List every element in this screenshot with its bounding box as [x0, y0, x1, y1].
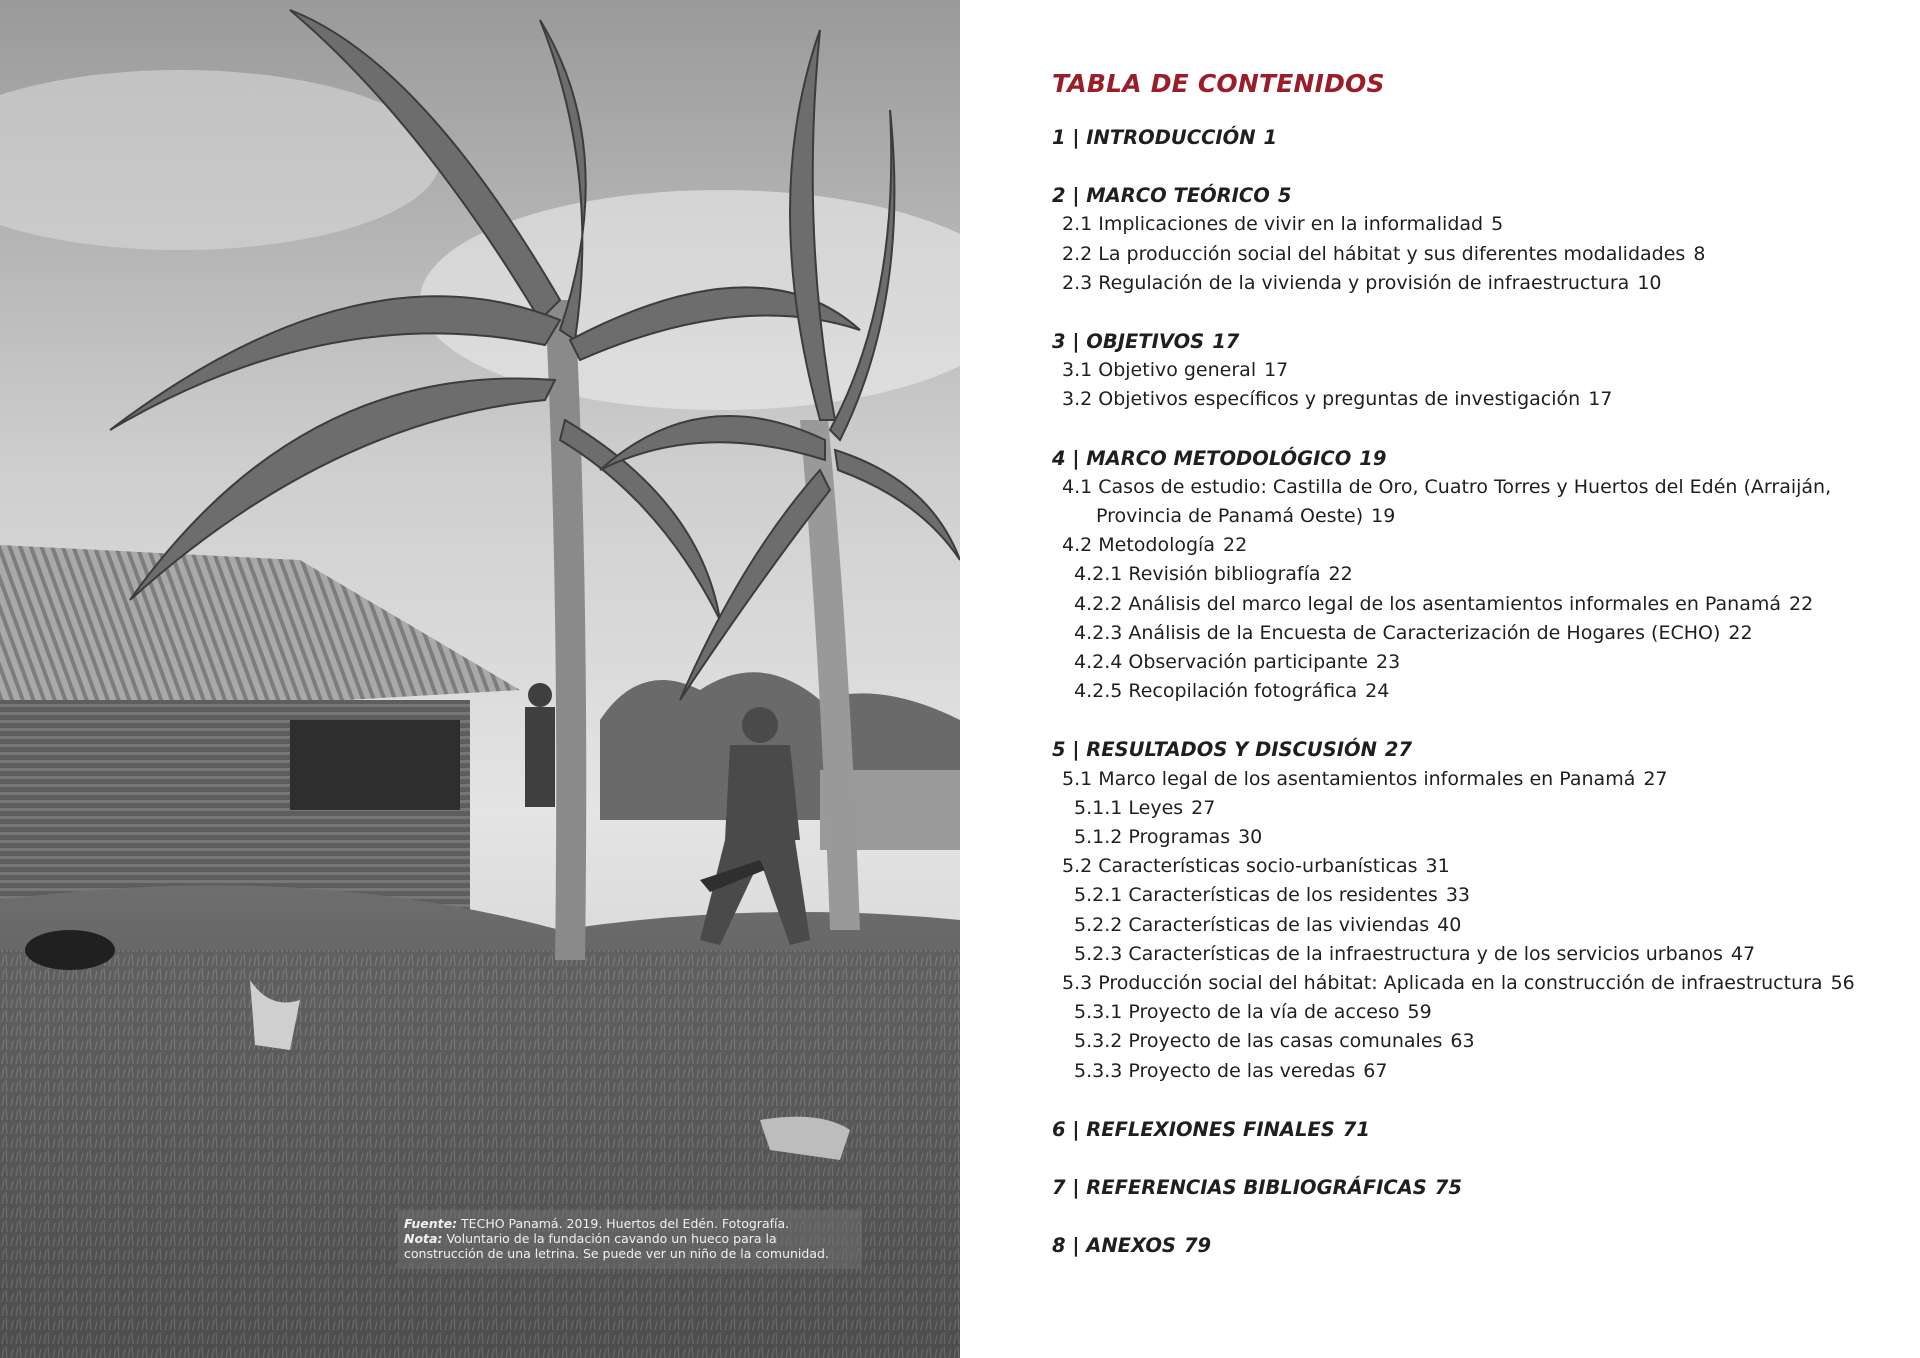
toc-chapter-1[interactable]: 1 | INTRODUCCIÓN 1 [1052, 126, 1278, 149]
toc-section-2-2[interactable]: 2.2 La producción social del hábitat y sus diferentes modalidades 8 [1062, 242, 1706, 265]
toc-chapter-6[interactable]: 6 | REFLEXIONES FINALES 71 [1052, 1117, 1370, 1141]
caption-note-text: Voluntario de la fundación cavando un hueco para la [442, 1231, 777, 1246]
toc-section-4-2-4[interactable]: 4.2.4 Observación participante 23 [1074, 651, 1401, 674]
page-number: 10 [1637, 271, 1662, 294]
toc-section-2-3[interactable]: 2.3 Regulación de la vivienda y provisión de infraestructura 10 [1062, 271, 1662, 294]
page-number: 22 [1222, 534, 1248, 557]
toc-section-3-1[interactable]: 3.1 Objetivo general 17 [1062, 359, 1289, 382]
page-number: 27 [1384, 738, 1413, 762]
table-of-contents [1052, 66, 1872, 1261]
page-number: 8 [1693, 242, 1706, 265]
page-number: 22 [1728, 621, 1753, 644]
toc-section-4-2-3[interactable]: 4.2.3 Análisis de la Encuesta de Caracterización de Hogares (ECHO) 22 [1074, 621, 1753, 644]
toc-title: TABLA DE CONTENIDOS [1052, 69, 1385, 98]
toc-section-4-2-2[interactable]: 4.2.2 Análisis del marco legal de los asentamientos informales en Panamá 22 [1074, 592, 1814, 615]
page-number: 22 [1789, 592, 1814, 615]
toc-section-4-1-continued[interactable]: Provincia de Panamá Oeste) 19 [1096, 505, 1396, 528]
page-number: 40 [1437, 913, 1462, 936]
toc-section-4-2-5[interactable]: 4.2.5 Recopilación fotográfica 24 [1074, 680, 1390, 703]
page-number: 5 [1277, 184, 1292, 208]
page-number: 71 [1342, 1117, 1370, 1141]
page-number: 5 [1491, 213, 1504, 236]
page-number: 24 [1365, 680, 1390, 703]
page-number: 19 [1359, 446, 1387, 470]
toc-chapter-8[interactable]: 8 | ANEXOS 79 [1052, 1234, 1212, 1258]
caption-note-text-continued: construcción de una letrina. Se puede ver un niño de la comunidad. [404, 1246, 829, 1261]
toc-chapter-3[interactable]: 3 | OBJETIVOS 17 [1052, 330, 1240, 354]
page-number: 27 [1643, 767, 1668, 790]
toc-section-5-3[interactable]: 5.3 Producción social del hábitat: Aplicada en la construcción de infraestructura 56 [1062, 972, 1855, 995]
page-number: 59 [1407, 1001, 1432, 1024]
caption-source-label: Fuente: [404, 1216, 458, 1231]
caption-source [404, 1216, 856, 1231]
toc-section-3-2[interactable]: 3.2 Objetivos específicos y preguntas de investigación 17 [1062, 388, 1613, 411]
toc-section-5-3-1[interactable]: 5.3.1 Proyecto de la vía de acceso 59 [1074, 1001, 1432, 1024]
caption-source-text: TECHO Panamá. 2019. Huertos del Edén. Fotografía. [457, 1216, 790, 1231]
page-number: 75 [1434, 1176, 1462, 1200]
page-number: 56 [1830, 972, 1855, 995]
toc-section-5-2-2[interactable]: 5.2.2 Características de las viviendas 40 [1074, 913, 1462, 936]
page-number: 63 [1450, 1030, 1475, 1053]
caption-note [404, 1231, 856, 1246]
page-number: 17 [1264, 359, 1289, 382]
toc-chapter-4[interactable]: 4 | MARCO METODOLÓGICO 19 [1052, 446, 1387, 470]
toc-section-5-2-1[interactable]: 5.2.1 Características de los residentes 33 [1074, 884, 1470, 907]
toc-chapter-7[interactable]: 7 | REFERENCIAS BIBLIOGRÁFICAS 75 [1052, 1176, 1462, 1200]
page-number: 17 [1588, 388, 1613, 411]
toc-section-4-2[interactable]: 4.2 Metodología 22 [1062, 534, 1248, 557]
photo-caption [398, 1210, 862, 1269]
page-number: 1 [1263, 126, 1278, 149]
page-number: 27 [1191, 796, 1216, 819]
toc-section-5-2-3[interactable]: 5.2.3 Características de la infraestructura y de los servicios urbanos 47 [1074, 942, 1756, 965]
caption-note-label: Nota: [404, 1231, 443, 1246]
page-number: 67 [1363, 1059, 1388, 1082]
toc-section-5-3-3[interactable]: 5.3.3 Proyecto de las veredas 67 [1074, 1059, 1388, 1082]
toc-section-5-1-2[interactable]: 5.1.2 Programas 30 [1074, 826, 1263, 849]
toc-chapter-2[interactable]: 2 | MARCO TEÓRICO 5 [1052, 184, 1292, 208]
toc-section-4-1[interactable]: 4.1 Casos de estudio: Castilla de Oro, Cuatro Torres y Huertos del Edén (Arraiján, [1062, 475, 1832, 498]
toc-section-2-1[interactable]: 2.1 Implicaciones de vivir en la informalidad 5 [1062, 213, 1504, 236]
page-number: 17 [1212, 330, 1240, 354]
page-number: 33 [1445, 884, 1470, 907]
page-number: 79 [1183, 1234, 1212, 1258]
page-number: 47 [1730, 942, 1756, 965]
toc-section-5-2[interactable]: 5.2 Características socio-urbanísticas 31 [1062, 855, 1450, 878]
page-number: 31 [1425, 855, 1450, 878]
toc-section-5-1[interactable]: 5.1 Marco legal de los asentamientos informales en Panamá 27 [1062, 767, 1668, 790]
toc-section-4-2-1[interactable]: 4.2.1 Revisión bibliografía 22 [1074, 563, 1353, 586]
toc-section-5-1-1[interactable]: 5.1.1 Leyes 27 [1074, 796, 1216, 819]
page-number: 22 [1328, 563, 1353, 586]
toc-chapter-5[interactable]: 5 | RESULTADOS Y DISCUSIÓN 27 [1052, 738, 1413, 762]
page-number: 30 [1238, 826, 1263, 849]
page-number: 19 [1371, 505, 1396, 528]
toc-section-5-3-2[interactable]: 5.3.2 Proyecto de las casas comunales 63 [1074, 1030, 1475, 1053]
page-number: 23 [1375, 651, 1401, 674]
